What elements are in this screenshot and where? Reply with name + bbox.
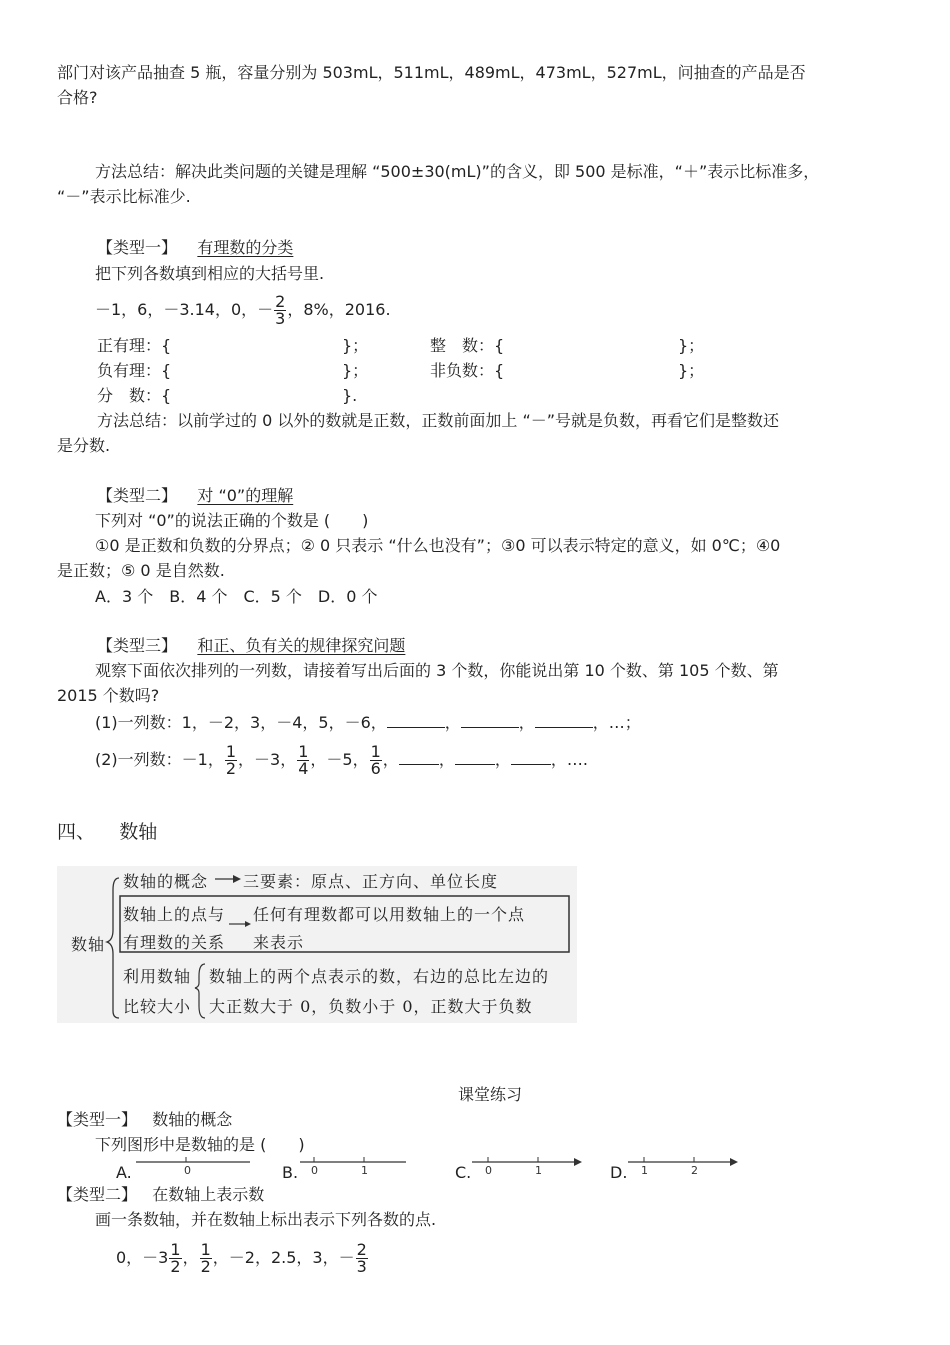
type2-options: A．3 个 B．4 个 C．5 个 D．0 个 — [95, 587, 378, 606]
answer-blank[interactable] — [387, 713, 445, 728]
arrow-head — [245, 921, 251, 927]
sub-brace — [195, 964, 205, 1018]
type1-numbers — [95, 294, 391, 327]
axis-tick-label: 1 — [641, 1164, 648, 1177]
practice-title: 课堂练习 — [458, 1085, 523, 1104]
type2-statements-2: 是正数；⑤ 0 是自然数. — [57, 561, 225, 580]
blank-negative-rational-label: 负有理：{ — [97, 361, 172, 380]
separator: ， — [438, 750, 455, 769]
separator: ， — [494, 750, 511, 769]
answer-blank[interactable] — [461, 713, 519, 728]
type1-tag: 【类型一】 — [97, 238, 178, 257]
axis-arrow — [730, 1158, 738, 1166]
practice-type2-title: 在数轴上表示数 — [152, 1185, 265, 1204]
blank-integer-label: 整 数：{ — [430, 336, 505, 355]
axis-tick-label: 0 — [311, 1164, 318, 1177]
intro-line-1: 部门对该产品抽查 5 瓶，容量分别为 503mL，511mL，489mL，473mL，527mL，问抽查的产品是否 — [57, 63, 806, 82]
blank-nonnegative-label: 非负数：{ — [430, 361, 505, 380]
practice-numbers — [116, 1238, 369, 1278]
fraction-one-half — [200, 1242, 212, 1275]
fraction-two-thirds — [274, 294, 286, 327]
section-number: 四、 — [57, 821, 96, 843]
main-brace — [107, 878, 119, 1018]
diagram-any-rational-1: 任何有理数都可以用数轴上的一个点 — [253, 905, 526, 924]
axis-tick-label: 0 — [485, 1164, 492, 1177]
method-summary-2: 方法总结：以前学过的 0 以外的数就是正数，正数前面加上 “－”号就是负数，再看它们是整数还 — [97, 411, 780, 430]
blank-negative-rational-close: }； — [342, 361, 369, 380]
method-summary-1: 方法总结：解决此类问题的关键是理解 “500±30(mL)”的含义，即 500 是标准，“＋”表示比标准多， — [95, 162, 820, 181]
option-b-label[interactable]: B. — [282, 1163, 299, 1182]
diagram-compare-1: 利用数轴 — [123, 967, 192, 986]
fraction-two-thirds — [356, 1242, 368, 1275]
type3-title: 和正、负有关的规律探究问题 — [197, 636, 406, 655]
fraction-numerator: 1 — [200, 1240, 211, 1259]
number-line-concept-diagram — [57, 866, 577, 1023]
separator: ， — [382, 750, 399, 769]
blank-positive-rational-close: }； — [342, 336, 369, 355]
numbers-part-c: ，－2，2.5，3，－ — [212, 1248, 355, 1267]
diagram-compare-rule-2: 大正数大于 0，负数小于 0，正数大于负数 — [209, 997, 533, 1016]
fraction-denominator: 3 — [275, 309, 286, 328]
practice-type1-heading — [57, 1110, 232, 1130]
fraction-numerator: 2 — [356, 1240, 367, 1259]
option-b-axis[interactable] — [298, 1156, 410, 1178]
type1-prompt: 把下列各数填到相应的大括号里. — [95, 264, 325, 283]
fraction-numerator: 1 — [298, 742, 309, 761]
diagram-concept: 数轴的概念 — [123, 872, 209, 891]
numbers-part-a: －1，6，－3.14，0，－ — [95, 300, 274, 319]
answer-blank[interactable] — [511, 750, 551, 765]
practice-type1-title: 数轴的概念 — [152, 1110, 233, 1129]
diagram-compare-2: 比较大小 — [123, 997, 192, 1016]
section-title: 数轴 — [119, 821, 158, 843]
fraction-one-half — [169, 1242, 181, 1275]
diagram-any-rational-2: 来表示 — [253, 933, 305, 952]
numbers-part-b: ，8%，2016. — [287, 300, 391, 319]
arrow-head — [233, 875, 241, 883]
axis-tick-label: 2 — [691, 1164, 698, 1177]
fraction-denominator: 2 — [170, 1257, 181, 1276]
fraction-one-quarter — [297, 744, 309, 777]
sequence-2-part-a: (2)一列数：－1， — [95, 750, 224, 769]
fraction-numerator: 1 — [170, 1240, 181, 1259]
type2-title: 对 “0”的理解 — [197, 486, 294, 505]
diagram-point-relation-1: 数轴上的点与 — [123, 905, 226, 924]
type3-heading — [97, 636, 405, 656]
separator: ， — [444, 713, 461, 732]
option-d-axis[interactable] — [626, 1156, 742, 1178]
axis-tick-label: 1 — [535, 1164, 542, 1177]
sequence-1 — [95, 713, 641, 733]
fraction-denominator: 2 — [225, 759, 237, 778]
separator: ， — [518, 713, 535, 732]
type3-line-2: 2015 个数吗? — [57, 686, 160, 705]
type2-tag: 【类型二】 — [97, 486, 178, 505]
type2-statements-1: ①0 是正数和负数的分界点；② 0 只表示 “什么也没有”；③0 可以表示特定的意义，如 0℃；④0 — [95, 536, 781, 555]
type1-title: 有理数的分类 — [197, 238, 294, 257]
diagram-root: 数轴 — [71, 935, 106, 954]
fraction-denominator: 2 — [200, 1257, 211, 1276]
blank-positive-rational-label: 正有理：{ — [97, 336, 172, 355]
diagram-point-relation-2: 有理数的关系 — [123, 933, 226, 952]
type3-tag: 【类型三】 — [97, 636, 178, 655]
fraction-denominator: 3 — [356, 1257, 367, 1276]
fraction-one-half — [225, 744, 237, 777]
sequence-2-end: ，…. — [550, 750, 588, 769]
sequence-2 — [95, 740, 588, 780]
fraction-numerator: 2 — [275, 292, 286, 311]
option-c-axis[interactable] — [470, 1156, 586, 1178]
answer-blank[interactable] — [399, 750, 439, 765]
axis-tick-label: 1 — [361, 1164, 368, 1177]
answer-blank[interactable] — [535, 713, 593, 728]
blank-fraction-label: 分 数：{ — [97, 386, 172, 405]
practice-type1-tag: 【类型一】 — [57, 1110, 138, 1129]
type1-heading — [97, 238, 293, 258]
type3-line-1: 观察下面依次排列的一列数，请接着写出后面的 3 个数，你能说出第 10 个数、第 105 个数、第 — [95, 661, 779, 680]
diagram-compare-rule-1: 数轴上的两个点表示的数，右边的总比左边的 — [209, 967, 550, 986]
blank-integer-close: }； — [678, 336, 705, 355]
method-summary-2-cont: 是分数. — [57, 436, 111, 455]
numbers-part-a: 0，－3 — [116, 1248, 169, 1267]
fraction-one-sixth — [370, 744, 382, 777]
practice-type1-prompt: 下列图形中是数轴的是 ( ) — [95, 1135, 305, 1154]
fraction-numerator: 1 — [225, 742, 237, 761]
intro-line-2: 合格? — [57, 88, 98, 107]
section-4-heading — [57, 822, 157, 842]
numbers-part-b: ， — [182, 1248, 199, 1267]
sequence-1-end: ，…； — [592, 713, 641, 732]
type2-prompt: 下列对 “0”的说法正确的个数是 ( ) — [95, 511, 369, 530]
type2-heading — [97, 486, 293, 506]
practice-type2-tag: 【类型二】 — [57, 1185, 138, 1204]
axis-arrow — [574, 1158, 582, 1166]
method-summary-1-cont: “－”表示比标准少. — [57, 187, 191, 206]
answer-blank[interactable] — [455, 750, 495, 765]
blank-fraction-close: }. — [342, 386, 358, 405]
option-a-axis[interactable] — [134, 1156, 254, 1178]
sequence-2-part-b: ，－3， — [238, 750, 297, 769]
sequence-2-part-c: ，－5， — [310, 750, 369, 769]
option-c-label[interactable]: C. — [455, 1163, 472, 1182]
axis-tick-label: 0 — [184, 1164, 191, 1177]
fraction-numerator: 1 — [370, 742, 381, 761]
practice-type2-heading — [57, 1185, 264, 1205]
option-d-label[interactable]: D. — [610, 1163, 628, 1182]
practice-type2-prompt: 画一条数轴，并在数轴上标出表示下列各数的点. — [95, 1210, 437, 1229]
sequence-1-text: (1)一列数：1，－2，3，－4，5，－6， — [95, 713, 387, 732]
diagram-three-elements: 三要素：原点、正方向、单位长度 — [243, 872, 499, 891]
blank-nonnegative-close: }； — [678, 361, 705, 380]
option-a-label[interactable]: A. — [116, 1163, 132, 1182]
fraction-denominator: 6 — [370, 759, 381, 778]
fraction-denominator: 4 — [298, 759, 309, 778]
